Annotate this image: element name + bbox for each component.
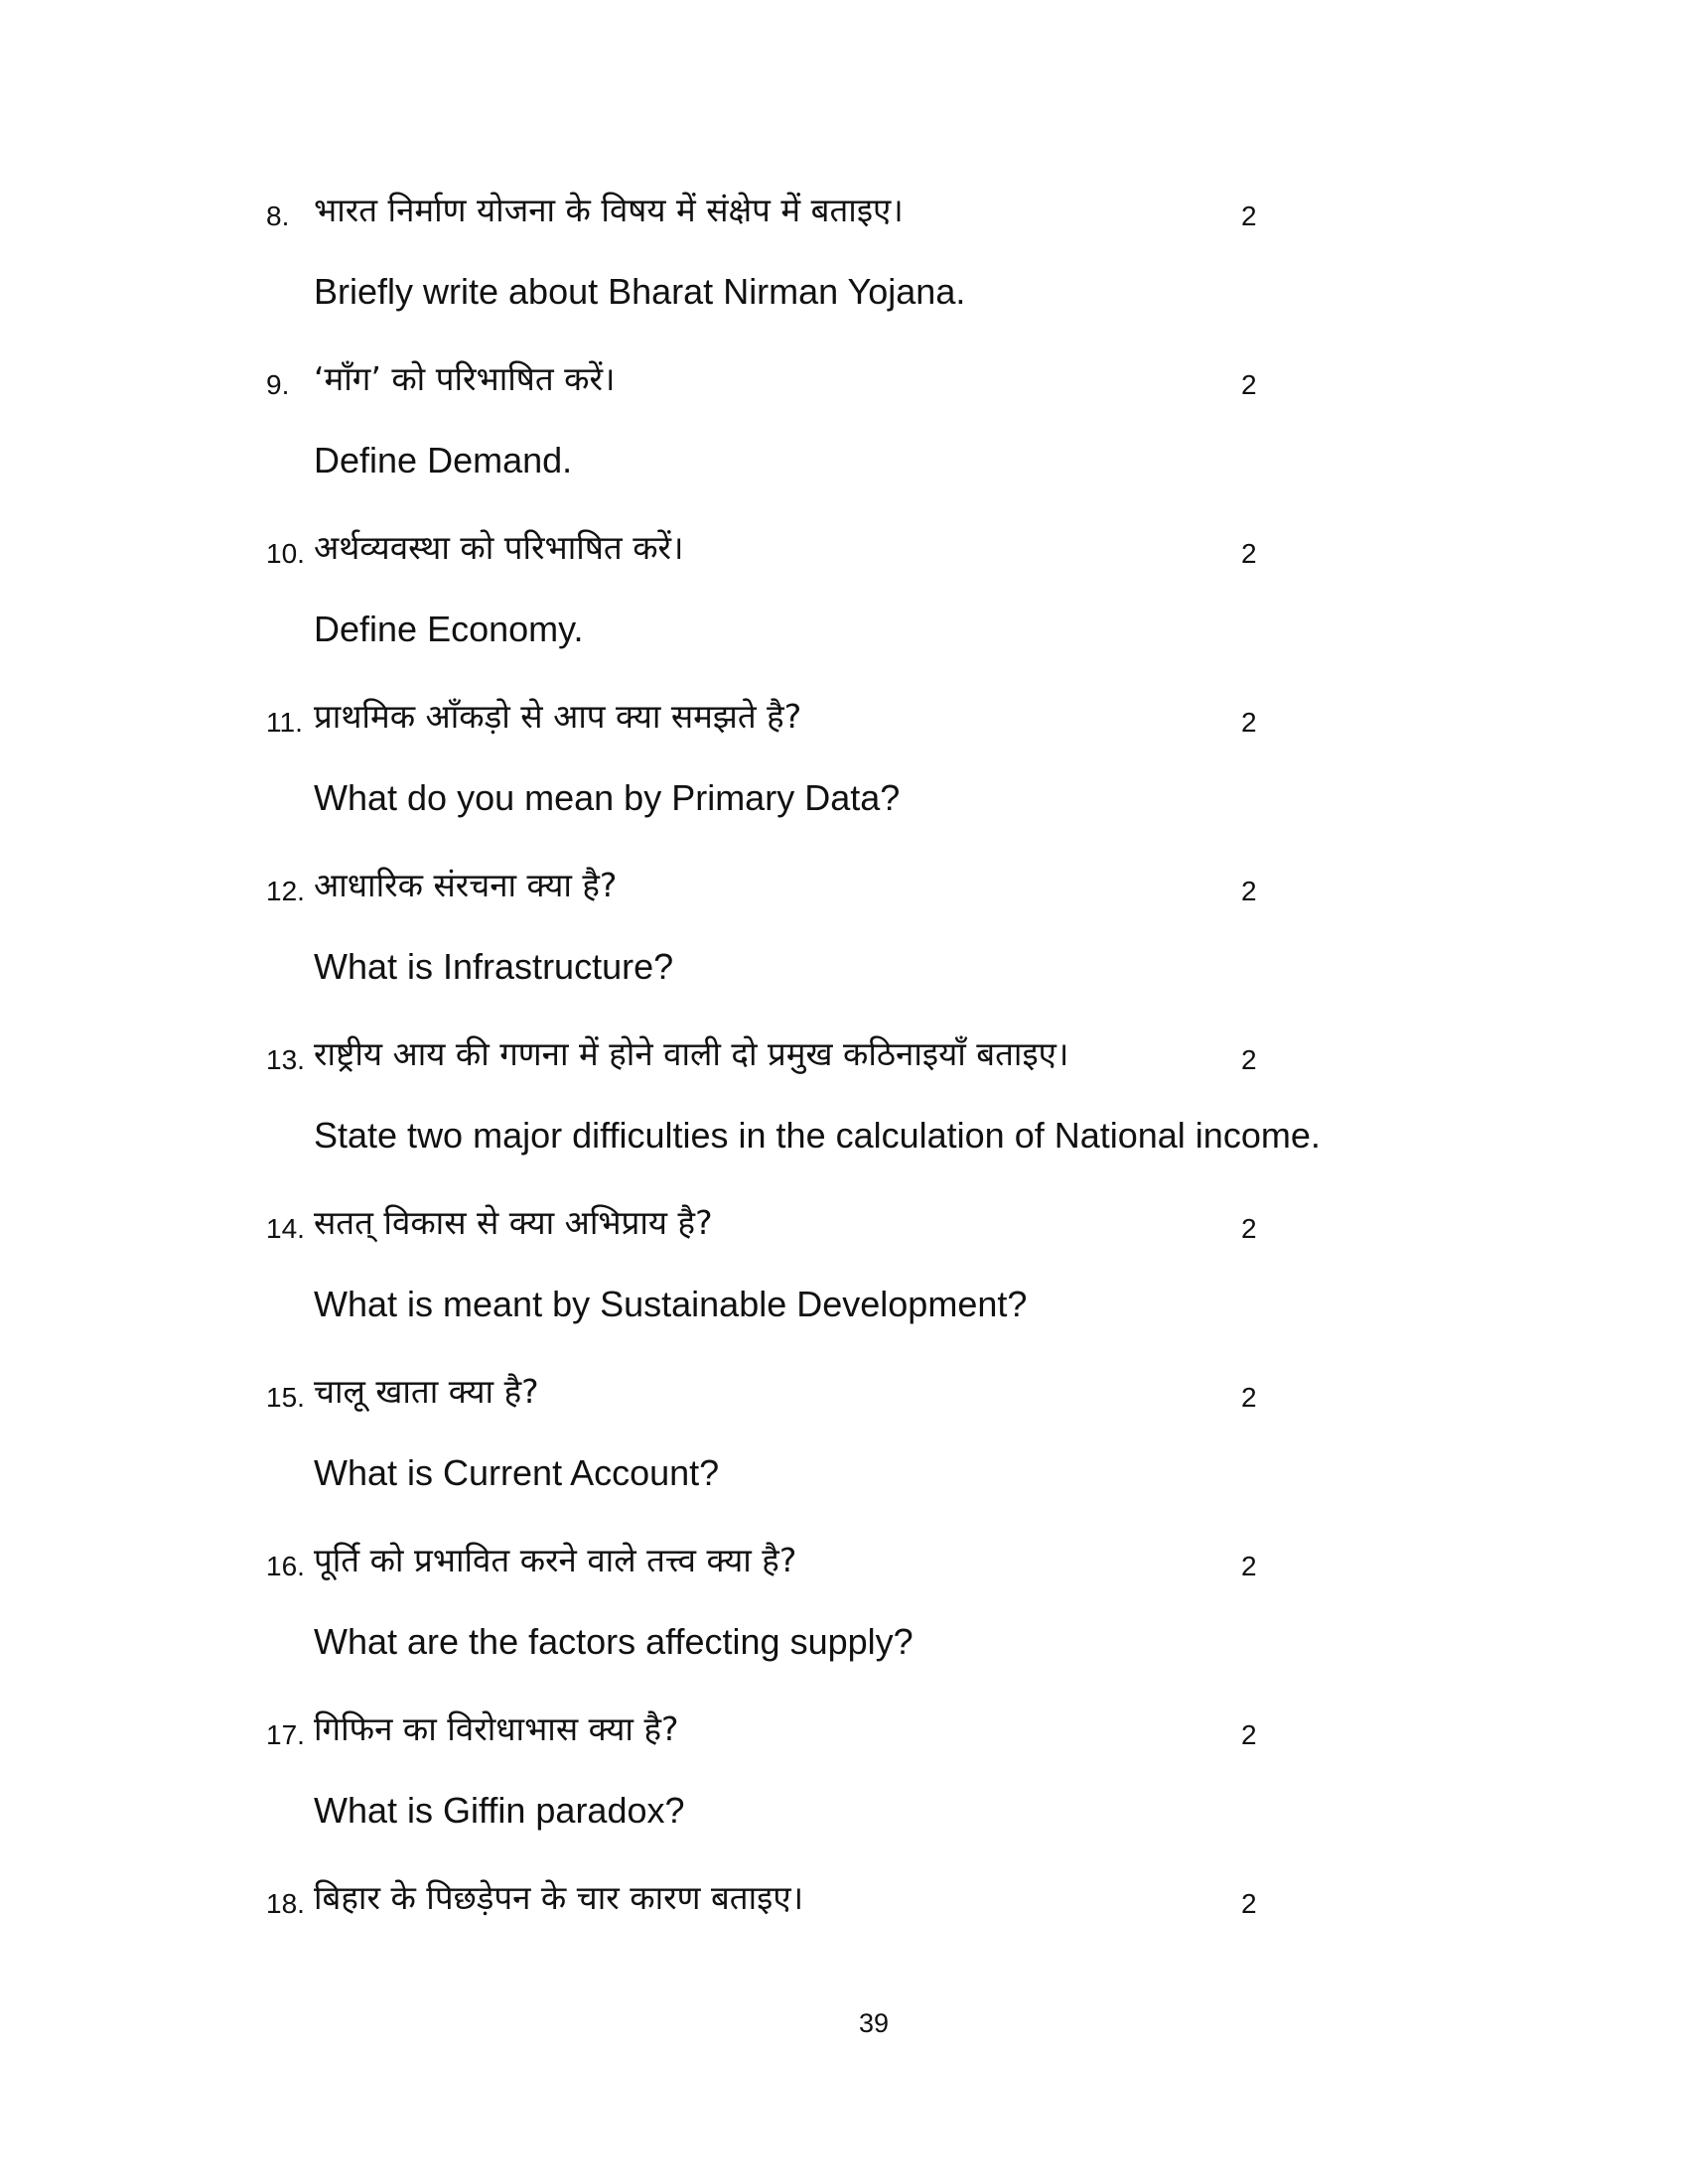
question-17-hindi-row — [266, 1698, 1358, 1757]
question-15-hindi-row — [266, 1360, 1358, 1420]
question-marks: 2 — [1241, 1551, 1257, 1581]
question-8-hindi-row — [266, 179, 1358, 238]
question-8-english-text: Briefly write about Bharat Nirman Yojana. — [314, 271, 966, 312]
question-14-hindi-row — [266, 1191, 1358, 1251]
question-number: 9. — [266, 369, 290, 400]
question-hindi-text: राष्ट्रीय आय की गणना में होने वाली दो प्रमुख कठिनाइयाँ बताइए। — [314, 1034, 1069, 1073]
question-number: 18. — [266, 1888, 305, 1919]
question-marks: 2 — [1241, 1719, 1257, 1750]
question-number: 12. — [266, 876, 305, 906]
question-marks: 2 — [1241, 369, 1257, 400]
question-marks: 2 — [1241, 201, 1257, 231]
question-number: 10. — [266, 538, 305, 569]
question-hindi-text: सतत् विकास से क्या अभिप्राय है? — [314, 1203, 713, 1242]
question-hindi-text: ‘माँग’ को परिभाषित करें। — [314, 359, 616, 398]
question-marks: 2 — [1241, 707, 1257, 738]
question-number: 8. — [266, 201, 290, 231]
question-number: 11. — [266, 707, 303, 738]
question-marks: 2 — [1241, 1888, 1257, 1919]
page-number: 39 — [858, 2008, 890, 2038]
question-marks: 2 — [1241, 1044, 1257, 1075]
question-hindi-text: भारत निर्माण योजना के विषय में संक्षेप में बताइए। — [314, 191, 904, 229]
question-17-english-text: What is Giffin paradox? — [314, 1790, 685, 1831]
question-hindi-text: अर्थव्यवस्था को परिभाषित करें। — [314, 528, 684, 567]
question-number: 13. — [266, 1044, 305, 1075]
question-11-hindi-row — [266, 685, 1358, 745]
question-10-hindi-row — [266, 516, 1358, 576]
question-10-english-text: Define Economy. — [314, 609, 584, 649]
question-number: 16. — [266, 1551, 305, 1581]
question-11-english-text: What do you mean by Primary Data? — [314, 777, 901, 818]
question-hindi-text: पूर्ति को प्रभावित करने वाले तत्त्व क्या है? — [314, 1541, 797, 1579]
question-14-english-text: What is meant by Sustainable Development? — [314, 1284, 1028, 1324]
question-9-english-text: Define Demand. — [314, 440, 573, 480]
question-18-hindi-row — [266, 1866, 1358, 1926]
question-hindi-text: चालू खाता क्या है? — [314, 1372, 539, 1411]
question-15-english-text: What is Current Account? — [314, 1452, 720, 1493]
question-marks: 2 — [1241, 1382, 1257, 1413]
question-hindi-text: बिहार के पिछड़ेपन के चार कारण बताइए। — [314, 1878, 804, 1917]
question-marks: 2 — [1241, 1213, 1257, 1244]
question-marks: 2 — [1241, 538, 1257, 569]
question-9-hindi-row — [266, 347, 1358, 407]
question-hindi-text: आधारिक संरचना क्या है? — [314, 866, 618, 904]
question-hindi-text: प्राथमिक आँकड़ो से आप क्या समझते है? — [314, 697, 802, 736]
question-marks: 2 — [1241, 876, 1257, 906]
question-13-english-text: State two major difficulties in the calculation of National income. — [314, 1115, 1321, 1156]
question-12-english-text: What is Infrastructure? — [314, 946, 674, 987]
question-16-english-text: What are the factors affecting supply? — [314, 1621, 914, 1662]
question-number: 17. — [266, 1719, 305, 1750]
question-number: 14. — [266, 1213, 305, 1244]
question-12-hindi-row — [266, 854, 1358, 913]
question-13-hindi-row — [266, 1023, 1358, 1082]
question-number: 15. — [266, 1382, 305, 1413]
question-16-hindi-row — [266, 1529, 1358, 1588]
question-hindi-text: गिफिन का विरोधाभास क्या है? — [314, 1709, 679, 1748]
